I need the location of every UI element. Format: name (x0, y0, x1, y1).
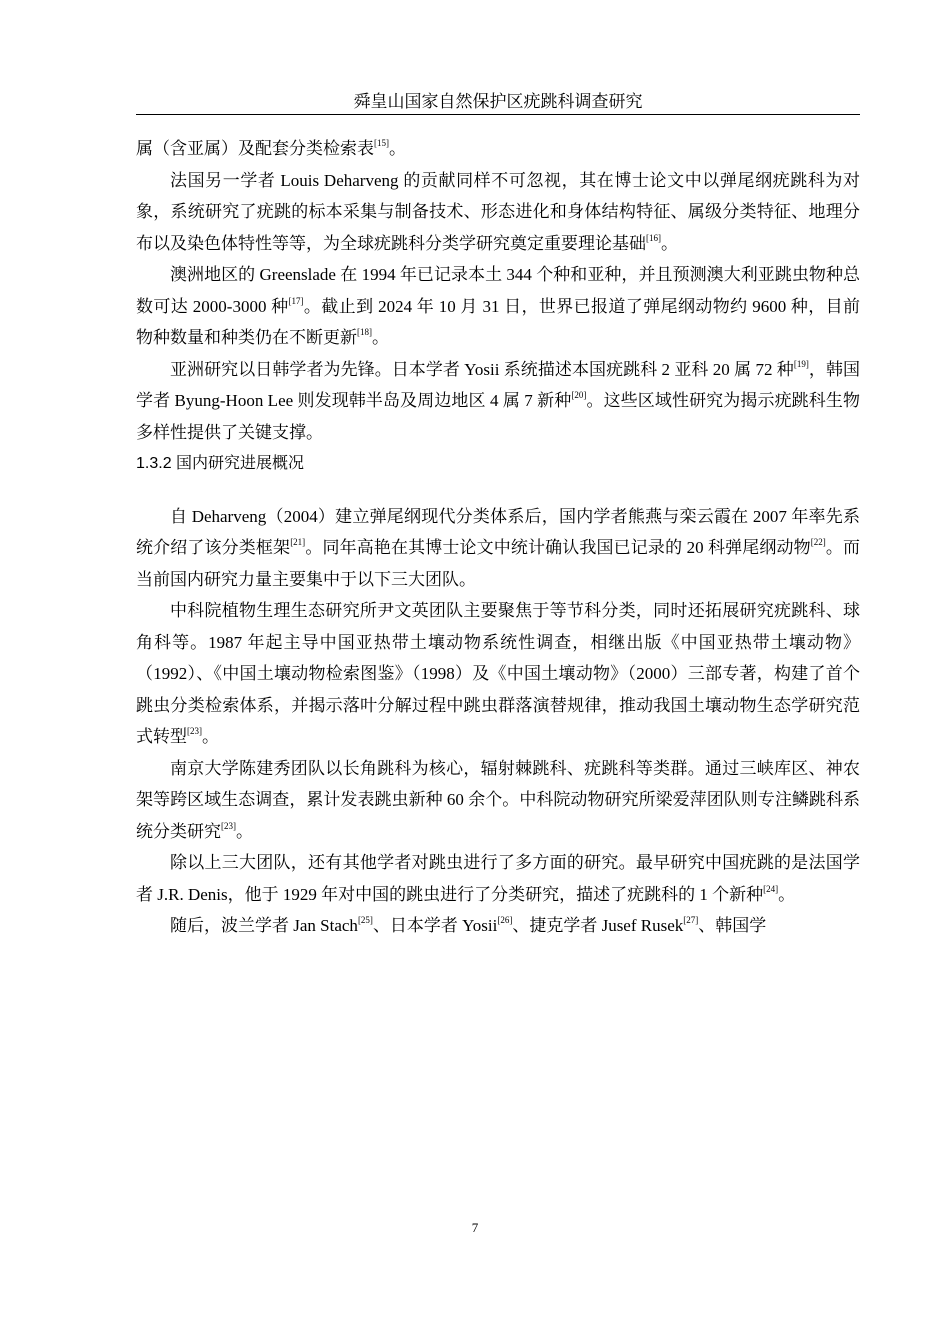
paragraph-tail: 。而当前国内研究力量主要集中于以下三大团队。 (136, 538, 861, 589)
section-heading: 1.3.2 国内研究进展概况 (136, 455, 305, 472)
citation-ref: [18] (357, 327, 372, 338)
paragraph-text: 。截止到 2024 年 10 月 31 日，世界已报道了弹尾纲动物约 9600 种，目前物种数量和种类仍在不断更新 (136, 296, 861, 347)
paragraph (136, 910, 860, 942)
citation-ref: [26] (497, 915, 513, 926)
header-rule (136, 114, 860, 115)
paragraph-tail: 。 (389, 139, 406, 158)
body-text (136, 133, 860, 942)
running-header: 舜皇山国家自然保护区疣跳科调查研究 (353, 92, 643, 111)
paragraph-tail: 。 (236, 821, 253, 841)
paragraph (136, 165, 860, 260)
paragraph-text: 南京大学陈建秀团队以长角跳科为核心，辐射棘跳科、疣跳科等类群。通过三峡库区、神农架等跨区域生态调查，累计发表跳虫新种 60 余个。中科院动物研究所梁爱萍团队则专注鳞跳科系统分类研究 (136, 758, 860, 841)
citation-ref: [27] (683, 915, 699, 926)
paragraph-text: 、捷克学者 Jusef Rusek (512, 916, 684, 935)
paragraph-text: 、日本学者 Yosii (372, 916, 498, 935)
paragraph-tail: 、韩国学 (698, 916, 767, 935)
citation-ref: [23] (187, 726, 202, 737)
citation-ref: [25] (357, 915, 373, 926)
paragraph-tail: 。 (661, 233, 678, 253)
citation-ref: [15] (374, 138, 389, 149)
citation-ref: [21] (290, 537, 306, 548)
paragraph (136, 595, 860, 753)
paragraph-text: 随后，波兰学者 Jan Stach (170, 916, 358, 935)
paragraph-text: 属（含亚属）及配套分类检索表 (136, 139, 374, 158)
paragraph-text: 自 Deharveng（2004）建立弹尾纲现代分类体系后，国内学者熊燕与栾云霞在 2007 年率先系统介绍了该分类框架 (136, 506, 860, 557)
paragraph (136, 259, 860, 354)
citation-ref: [20] (571, 390, 587, 401)
citation-ref: [17] (288, 295, 304, 306)
paragraph-tail: 。这些区域性研究为揭示疣跳科生物多样性提供了关键支撑。 (136, 391, 860, 442)
paragraph (136, 133, 860, 165)
citation-ref: [19] (793, 358, 809, 369)
citation-ref: [23] (221, 820, 236, 831)
paragraph-text: 亚洲研究以日韩学者为先锋。日本学者 Yosii 系统描述本国疣跳科 2 亚科 20 属 72 种 (170, 359, 794, 379)
paragraph-tail: 。 (372, 328, 389, 347)
paragraph-tail: 。 (202, 727, 219, 746)
citation-ref: [16] (646, 232, 661, 243)
paragraph (136, 753, 860, 848)
paragraph (136, 847, 860, 910)
paragraph-text: ，韩国学者 Byung-Hoon Lee 则发现韩半岛及周边地区 4 属 7 新种 (136, 359, 861, 410)
paragraph-tail: 。 (778, 884, 796, 904)
paragraph-text: 除以上三大团队，还有其他学者对跳虫进行了多方面的研究。最早研究中国疣跳的是法国学者 J.R. Denis，他于 1929 年对中国的跳虫进行了分类研究，描述了疣跳科的 1 个新种 (136, 853, 860, 904)
paragraph-text: 。同年高艳在其博士论文中统计确认我国已记录的 20 科弹尾纲动物 (305, 538, 811, 557)
citation-ref: [22] (810, 537, 826, 548)
paragraph-text: 中科院植物生理生态研究所尹文英团队主要聚焦于等节科分类，同时还拓展研究疣跳科、球角科等。1987 年起主导中国亚热带土壤动物系统性调查，相继出版《中国亚热带土壤动物》（1992）、《中国土壤动物检索图鉴》（1998）及《中国土壤动物》（2000）三部专著，构建了首个跳虫分类检索体系，并揭示落叶分解过程中跳虫群落演替规律，推动我国土壤动物生态学研究范式转型 (136, 601, 860, 746)
paragraph-text: 澳洲地区的 Greenslade 在 1994 年已记录本土 344 个种和亚种，并且预测澳大利亚跳虫物种总数可达 2000-3000 种 (136, 265, 860, 316)
paragraph (136, 354, 860, 449)
paragraph (136, 501, 860, 596)
citation-ref: [24] (763, 883, 779, 894)
paragraph-text: 法国另一学者 Louis Deharveng 的贡献同样不可忽视，其在博士论文中以弹尾纲疣跳科为对象，系统研究了疣跳的标本采集与制备技术、形态进化和身体结构特征、属级分类特征、地理分布以及染色体特性等等，为全球疣跳科分类学研究奠定重要理论基础 (136, 170, 860, 253)
page-number: 7 (471, 1220, 479, 1235)
